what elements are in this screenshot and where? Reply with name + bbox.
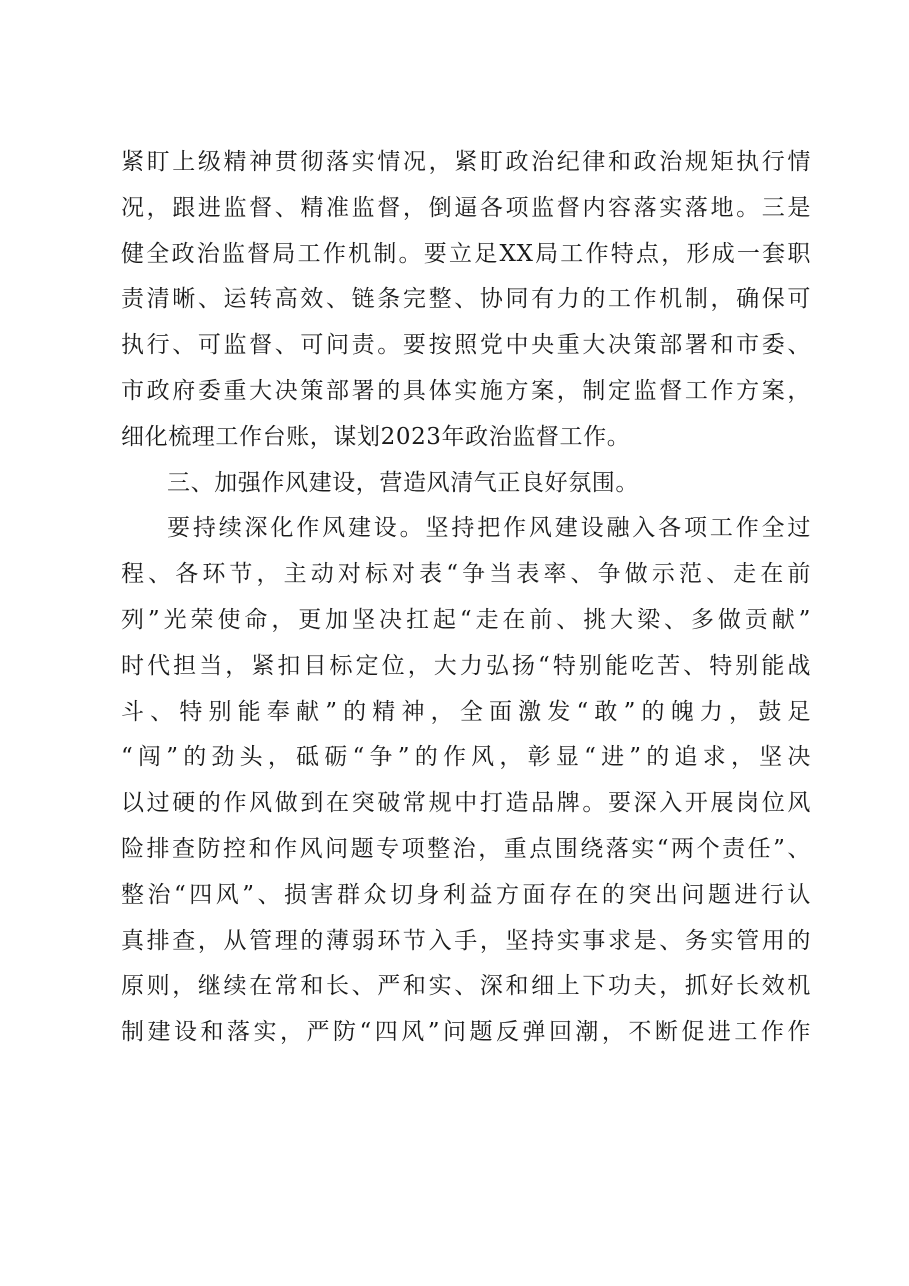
section-heading: 三、加强作风建设，营造风清气正良好氛围。 <box>167 469 639 496</box>
paragraph-line: 险排查防控和作风问题专项整治，重点围绕落实“两个责任”、 <box>121 835 811 862</box>
paragraph-line: 健全政治监督局工作机制。要立足XX局工作特点，形成一套职 <box>121 240 811 267</box>
paragraph-line: 时代担当，紧扣目标定位，大力弘扬“特别能吃苦、特别能战 <box>121 652 811 679</box>
paragraph-line: 市政府委重大决策部署的具体实施方案，制定监督工作方案， <box>121 377 811 404</box>
paragraph-line: 程、各环节，主动对标对表“争当表率、争做示范、走在前 <box>121 561 811 588</box>
paragraph-line: 原则，继续在常和长、严和实、深和细上下功夫，抓好长效机 <box>121 973 811 1000</box>
paragraph-line: 况，跟进监督、精准监督，倒逼各项监督内容落实落地。三是 <box>121 194 811 221</box>
paragraph-line: 紧盯上级精神贯彻落实情况，紧盯政治纪律和政治规矩执行情 <box>121 149 811 175</box>
paragraph-line: 列”光荣使命，更加坚决扛起“走在前、挑大梁、多做贡献” <box>121 606 811 633</box>
paragraph-line: “闯”的劲头，砥砺“争”的作风，彰显“进”的追求，坚决 <box>121 744 811 771</box>
paragraph-line: 整治“四风”、损害群众切身利益方面存在的突出问题进行认 <box>121 881 811 908</box>
paragraph-line-last: 细化梳理工作台账，谋划2023年政治监督工作。 <box>121 423 631 450</box>
paragraph-line: 责清晰、运转高效、链条完整、协同有力的工作机制，确保可 <box>121 286 811 313</box>
paragraph-line: 制建设和落实，严防“四风”问题反弹回潮，不断促进工作作 <box>121 1019 811 1046</box>
paragraph-line: 斗、特别能奉献”的精神，全面激发“敢”的魄力，鼓足 <box>121 698 811 725</box>
paragraph-line: 真排查，从管理的薄弱环节入手，坚持实事求是、务实管用的 <box>121 927 811 954</box>
document-body <box>121 140 811 1056</box>
paragraph-line: 以过硬的作风做到在突破常规中打造品牌。要深入开展岗位风 <box>121 790 811 817</box>
paragraph-line: 执行、可监督、可问责。要按照党中央重大决策部署和市委、 <box>121 332 811 359</box>
paragraph-line-first: 要持续深化作风建设。坚持把作风建设融入各项工作全过 <box>167 515 811 542</box>
